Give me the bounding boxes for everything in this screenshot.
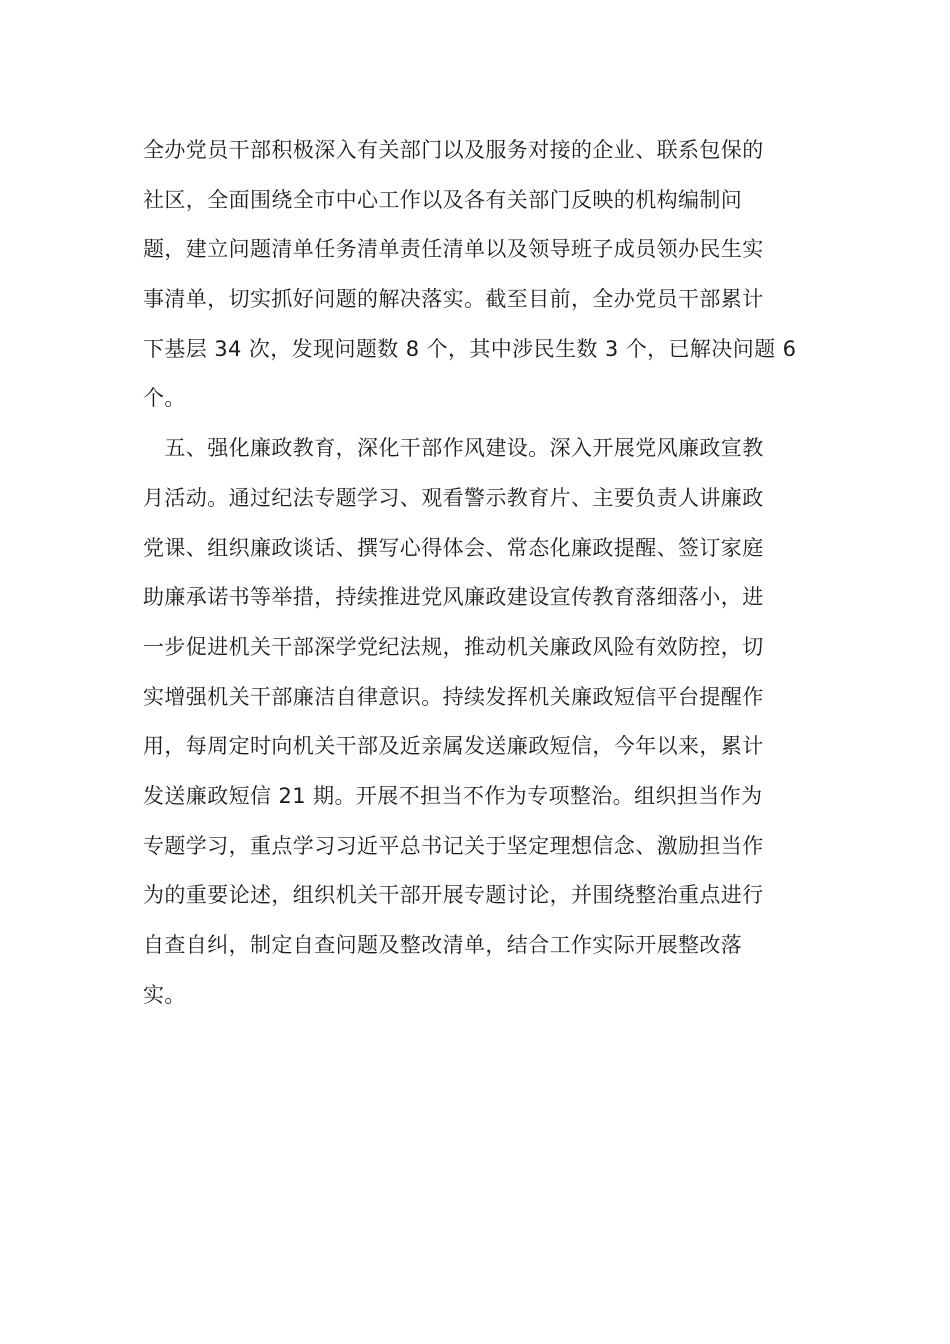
text-line: 实增强机关干部廉洁自律意识。持续发挥机关廉政短信平台提醒作 bbox=[143, 684, 764, 709]
text-line: 党课、组织廉政谈话、撰写心得体会、常态化廉政提醒、签订家庭 bbox=[143, 535, 764, 560]
text-line: 下基层 34 次，发现问题数 8 个，其中涉民生数 3 个，已解决问题 6 bbox=[143, 336, 797, 361]
text-line: 全办党员干部积极深入有关部门以及服务对接的企业、联系包保的 bbox=[143, 138, 764, 162]
body-text bbox=[143, 126, 809, 1020]
text-line: 实。 bbox=[143, 982, 186, 1007]
text-line: 事清单，切实抓好问题的解决落实。截至目前，全办党员干部累计 bbox=[143, 287, 764, 312]
text-line: 题，建立问题清单任务清单责任清单以及领导班子成员领办民生实 bbox=[143, 237, 764, 262]
text-line: 助廉承诺书等举措，持续推进党风廉政建设宣传教育落细落小，进 bbox=[143, 585, 764, 610]
text-line: 用，每周定时向机关干部及近亲属发送廉政短信，今年以来，累计 bbox=[143, 734, 764, 759]
text-line: 发送廉政短信 21 期。开展不担当不作为专项整治。组织担当作为 bbox=[143, 783, 763, 808]
text-line: 月活动。通过纪法专题学习、观看警示教育片、主要负责人讲廉政 bbox=[143, 485, 764, 510]
text-line: 自查自纠，制定自查问题及整改清单，结合工作实际开展整改落 bbox=[143, 933, 743, 957]
text-line: 为的重要论述，组织机关干部开展专题讨论，并围绕整治重点进行 bbox=[143, 883, 764, 908]
text-line: 社区，全面围绕全市中心工作以及各有关部门反映的机构编制问 bbox=[143, 187, 743, 212]
text-line: 五、强化廉政教育，深化干部作风建设。深入开展党风廉政宣教 bbox=[143, 436, 764, 461]
text-line: 专题学习，重点学习习近平总书记关于坚定理想信念、激励担当作 bbox=[143, 833, 764, 858]
text-line: 个。 bbox=[143, 386, 186, 411]
text-line: 一步促进机关干部深学党纪法规，推动机关廉政风险有效防控，切 bbox=[143, 634, 764, 659]
